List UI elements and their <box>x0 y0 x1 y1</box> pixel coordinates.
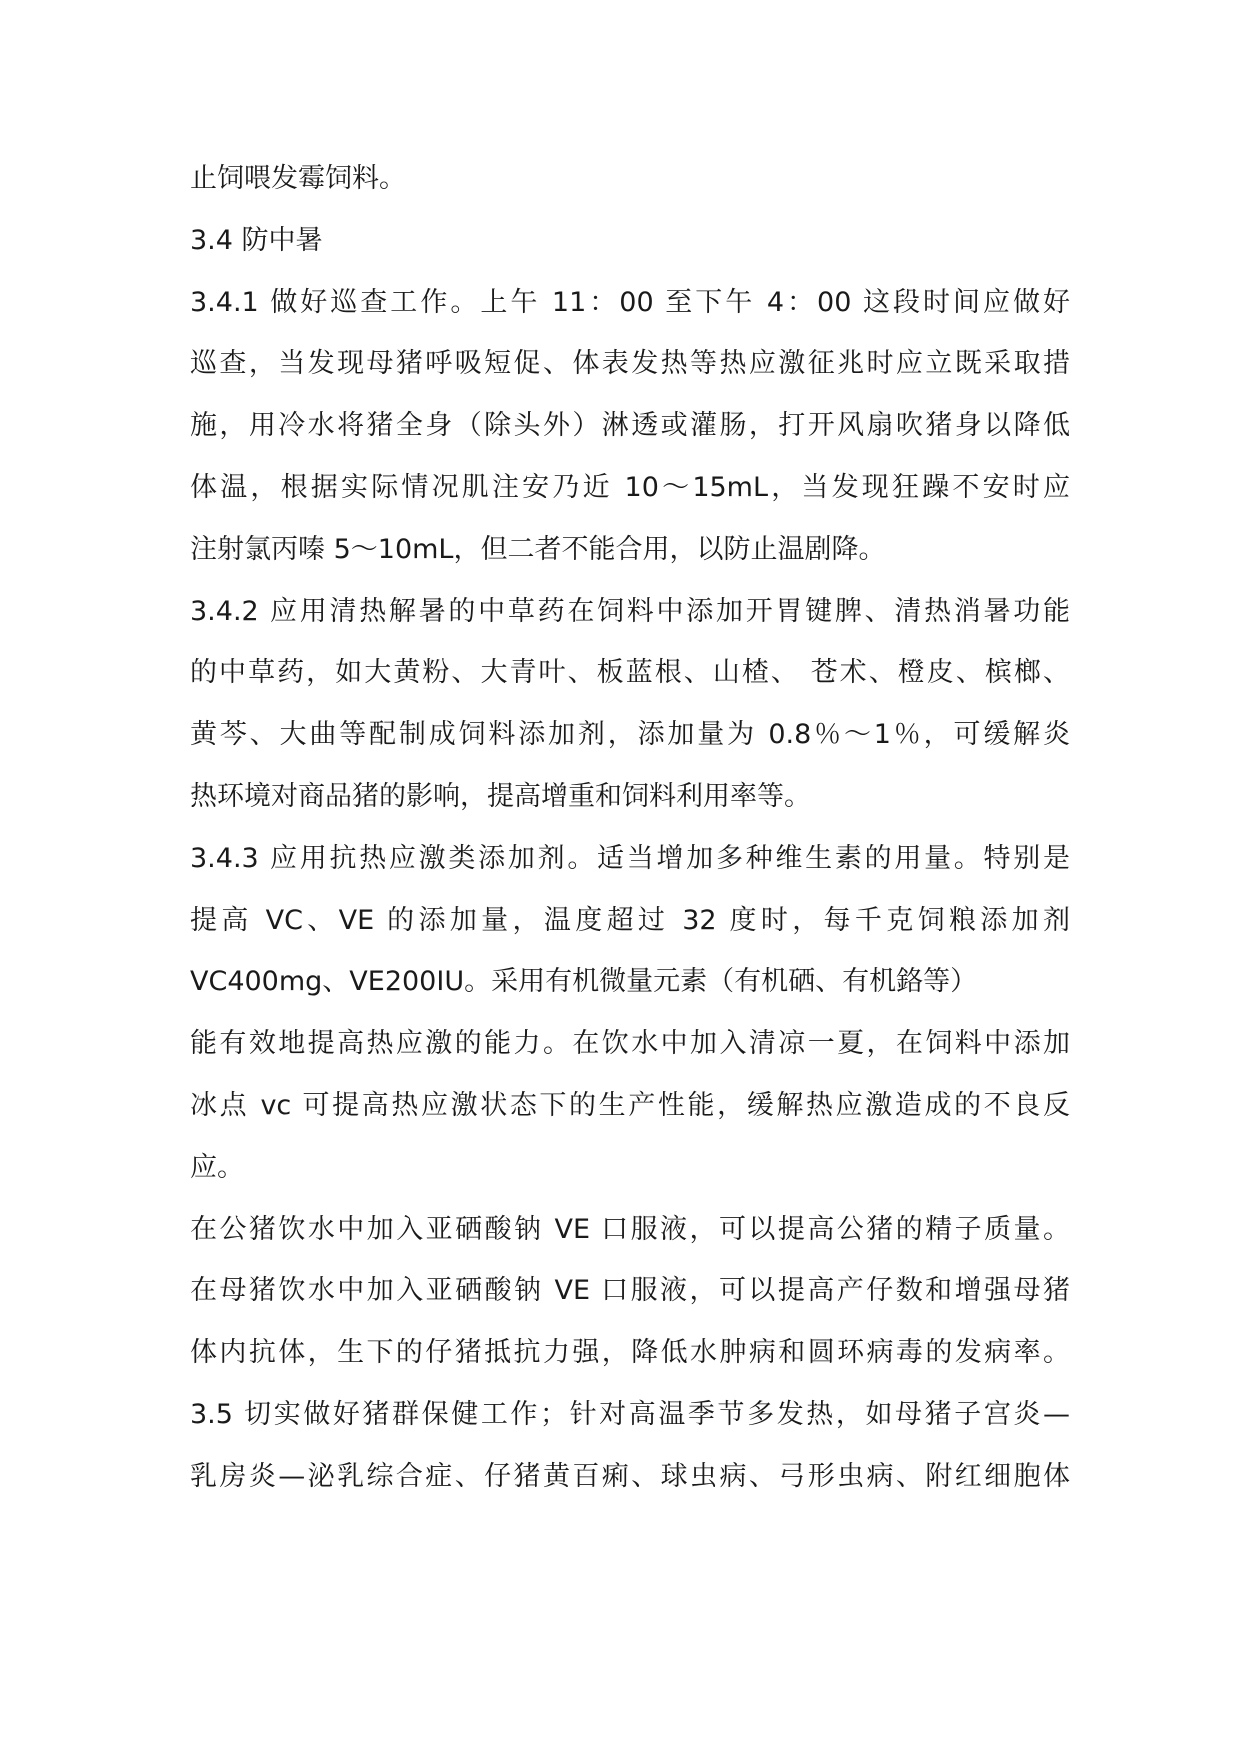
text-line: 提高 VC、VE 的添加量，温度超过 32 度时，每千克饲粮添加剂 <box>190 904 1070 936</box>
text-line: 黄芩、大曲等配制成饲料添加剂，添加量为 0.8％～1％，可缓解炎 <box>190 719 1070 751</box>
text-line: 注射氯丙嗪 5～10mL，但二者不能合用，以防止温剧降。 <box>190 533 886 565</box>
text-line: 巡查，当发现母猪呼吸短促、体表发热等热应激征兆时应立既采取措 <box>190 348 1070 380</box>
text-line: 在公猪饮水中加入亚硒酸钠 VE 口服液，可以提高公猪的精子质量。 <box>190 1213 1070 1245</box>
text-line: 3.5 切实做好猪群保健工作；针对高温季节多发热，如母猪子宫炎— <box>190 1398 1070 1430</box>
text-line: 体温，根据实际情况肌注安乃近 10～15mL，当发现狂躁不安时应 <box>190 471 1070 503</box>
text-line: 冰点 vc 可提高热应激状态下的生产性能，缓解热应激造成的不良反 <box>190 1089 1070 1121</box>
section-heading: 3.4 防中暑 <box>190 224 323 256</box>
text-line: VC400mg、VE200IU。采用有机微量元素（有机硒、有机鉻等） <box>190 966 978 998</box>
text-line: 的中草药，如大黄粉、大青叶、板蓝根、山楂、 苍术、橙皮、槟榔、 <box>190 657 1070 689</box>
text-line: 热环境对商品猪的影响，提高增重和饲料利用率等。 <box>190 780 811 812</box>
text-line: 应。 <box>190 1151 244 1183</box>
text-line: 3.4.2 应用清热解暑的中草药在饲料中添加开胃键脾、清热消暑功能 <box>190 595 1070 627</box>
text-line: 3.4.3 应用抗热应激类添加剂。适当增加多种维生素的用量。特别是 <box>190 842 1070 874</box>
text-line: 能有效地提高热应激的能力。在饮水中加入清凉一夏，在饲料中添加 <box>190 1028 1070 1060</box>
body-text <box>190 148 1070 1508</box>
text-line: 乳房炎—泌乳综合症、仔猪黄百痢、球虫病、弓形虫病、附红细胞体 <box>190 1460 1070 1492</box>
text-line: 在母猪饮水中加入亚硒酸钠 VE 口服液，可以提高产仔数和增强母猪 <box>190 1275 1070 1307</box>
text-line: 体内抗体，生下的仔猪抵抗力强，降低水肿病和圆环病毒的发病率。 <box>190 1337 1070 1369</box>
text-line: 3.4.1 做好巡查工作。上午 11：00 至下午 4：00 这段时间应做好 <box>190 286 1070 318</box>
text-line: 止饲喂发霉饲料。 <box>190 163 406 194</box>
text-line: 施，用冷水将猪全身（除头外）淋透或灌肠，打开风扇吹猪身以降低 <box>190 410 1070 442</box>
